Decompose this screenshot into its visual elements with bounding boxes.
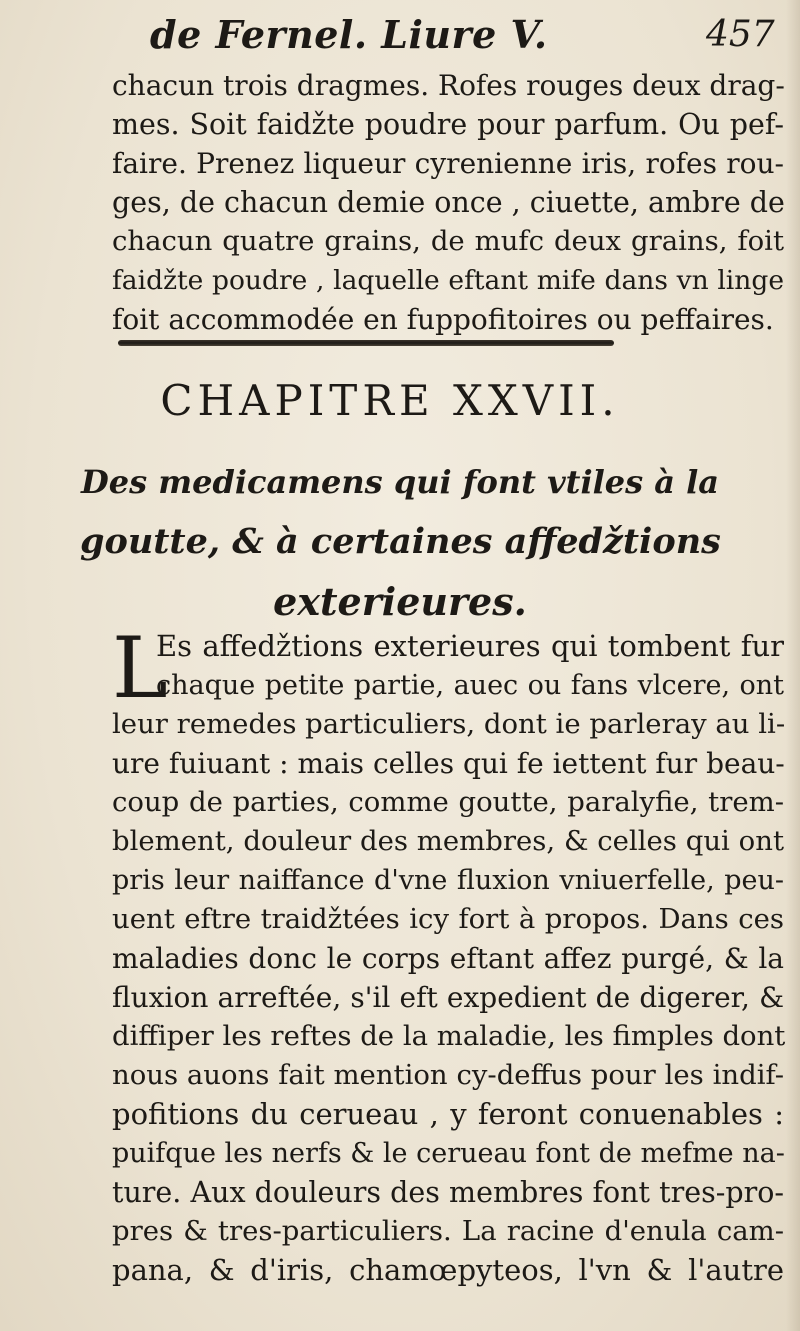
subtitle-line: goutte, & à certaines affeǆtions <box>80 521 721 562</box>
text-line: mes. Soit faiǆte poudre pour parfum. Ou pef- <box>112 108 784 141</box>
text-line: chaque petite partie, auec ou fans vlcere, ont <box>156 670 784 701</box>
text-line: ture. Aux douleurs des membres font tres-pro- <box>112 1176 784 1209</box>
text-line: puifque les nerfs & le cerueau font de mefme na- <box>112 1138 785 1169</box>
page-header <box>0 12 800 62</box>
page-gutter-shadow <box>786 0 800 1331</box>
text-line: pris leur naiffance d'vne fluxion vniuerfelle, peu- <box>112 865 784 896</box>
paragraph-main <box>112 619 786 1290</box>
paragraph-top <box>112 66 784 339</box>
text-line: pana, & d'iris, chamœpyteos, l'vn & l'autre <box>112 1253 784 1287</box>
chapter-heading: CHAPITRE XXVII. <box>160 376 620 425</box>
section-divider-rule <box>118 340 614 346</box>
text-line: fluxion arreftée, s'il eft expedient de digerer, & <box>112 981 784 1014</box>
text-line: chacun trois dragmes. Rofes rouges deux drag- <box>112 69 785 102</box>
text-line: Es affeǆtions exterieures qui tombent fur <box>156 629 784 663</box>
text-line: nous auons fait mention cy-deffus pour les indif- <box>112 1059 784 1091</box>
text-line: ure fuiuant : mais celles qui fe iettent fur beau- <box>112 747 785 780</box>
text-line: maladies donc le corps eftant affez purgé, & la <box>112 942 784 975</box>
subtitle-line: exterieures. <box>273 579 527 624</box>
drop-cap: L <box>112 619 168 717</box>
text-line: faiǆte poudre , laquelle eftant mife dans vn linge <box>112 265 784 296</box>
text-line: diffiper les reftes de la maladie, les fimples dont <box>112 1020 786 1052</box>
subtitle-line: Des medicamens qui font vtiles à la <box>80 463 720 501</box>
page-number: 457 <box>706 14 775 55</box>
running-head: de Fernel. Liure V. <box>150 12 548 57</box>
text-line: pres & tres-particuliers. La racine d'enula cam- <box>112 1215 784 1247</box>
text-line: ges, de chacun demie once , ciuette, ambre de <box>112 186 785 219</box>
text-line: uent eftre traiǆtées icy fort à propos. Dans ces <box>112 903 784 935</box>
text-line: chacun quatre grains, de mufc deux grains, foit <box>112 225 784 257</box>
text-line: faire. Prenez liqueur cyrenienne iris, rofes rou- <box>112 147 784 180</box>
text-line: leur remedes particuliers, dont ie parleray au li- <box>112 708 786 740</box>
text-line: pofitions du cerueau , y feront conuenables : <box>112 1097 784 1131</box>
text-line: foit accommodée en fuppofitoires ou peffaires. <box>112 303 774 336</box>
text-line: blement, douleur des membres, & celles qui ont <box>112 825 784 857</box>
text-line: coup de parties, comme goutte, paralyfie, trem- <box>112 786 784 818</box>
chapter-subtitle <box>80 452 720 632</box>
